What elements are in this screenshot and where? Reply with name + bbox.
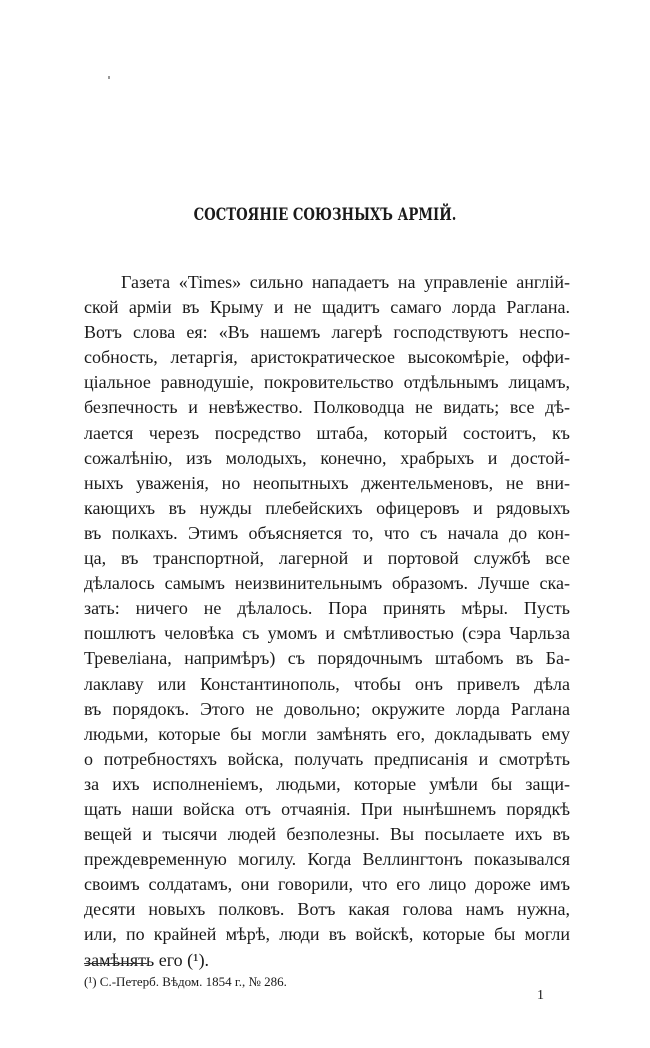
text-line: людьми, которые бы могли замѣнять его, докладывать ему: [84, 723, 570, 744]
text-line: Тревеліана, напримѣръ) съ порядочнымъ штабомъ въ Ба-: [84, 648, 570, 669]
text-line: за ихъ исполненіемъ, людьми, которые умѣли бы защи-: [84, 773, 570, 794]
text-line: ныхъ уваженія, но неопытныхъ джентельменовъ, не вни-: [84, 472, 570, 493]
text-line: о потребностяхъ войска, получать предписанія и смотрѣть: [84, 748, 570, 769]
text-line: пошлютъ человѣка съ умомъ и смѣтливостью (сэра Чарльза: [84, 623, 570, 644]
page-number: 1: [537, 988, 544, 1003]
text-line: своимъ солдатамъ, они говорили, что его лицо дороже имъ: [84, 874, 570, 895]
text-line: вещей и тысячи людей безполезны. Вы посылаете ихъ въ: [84, 824, 570, 845]
text-line: Газета «Times» сильно нападаетъ на управленіе англій-: [121, 272, 570, 292]
text-line: щать наши войска отъ отчаянія. При нынѣшнемъ порядкѣ: [84, 798, 570, 819]
text-line: сожалѣнію, изъ молодыхъ, конечно, храбрыхъ и достой-: [84, 447, 570, 468]
text-line: ской арміи въ Крыму и не щадитъ самаго лорда Раглана.: [84, 297, 570, 318]
footnote: (¹) С.-Петерб. Вѣдом. 1854 г., № 286.: [84, 974, 287, 989]
text-line: безпечность и невѣжество. Полководца не видать; все дѣ-: [84, 397, 570, 418]
chapter-title: СОСТОЯНІЕ СОЮЗНЫХЪ АРМІЙ.: [193, 205, 457, 225]
text-line: зать: ничего не дѣлалось. Пора принять мѣры. Пусть: [84, 598, 570, 619]
scan-speck: [108, 76, 110, 79]
text-line: ціальное равнодушіе, покровительство отдѣльнымъ лицамъ,: [84, 372, 570, 393]
text-line: лаклаву или Константинополь, чтобы онъ привелъ дѣла: [84, 673, 570, 694]
text-line: лается черезъ посредство штаба, который состоитъ, къ: [84, 422, 570, 443]
text-line: десяти новыхъ полковъ. Вотъ какая голова намъ нужна,: [84, 899, 570, 920]
text-line: Вотъ слова ея: «Въ нашемъ лагерѣ господствуютъ неспо-: [84, 322, 570, 343]
text-line: или, по крайней мѣрѣ, люди въ войскѣ, которые бы могли: [84, 924, 570, 945]
text-line: въ порядокъ. Этого не довольно; окружите лорда Раглана: [84, 698, 570, 719]
text-line: въ полкахъ. Этимъ объясняется то, что съ начала до кон-: [84, 522, 570, 543]
text-line: замѣнять его (¹).: [84, 949, 210, 970]
footnote-divider: [84, 963, 147, 964]
text-line: дѣлалось самымъ неизвинительнымъ образомъ. Лучше ска-: [84, 573, 570, 594]
text-line: собность, летаргія, аристократическое высокомѣріе, оффи-: [84, 347, 570, 368]
body-text: [84, 270, 570, 973]
text-line: преждевременную могилу. Когда Веллингтонъ показывался: [84, 849, 570, 870]
text-line: кающихъ въ нужды плебейскихъ офицеровъ и рядовыхъ: [84, 497, 570, 518]
text-line: ца, въ транспортной, лагерной и портовой службѣ все: [84, 548, 570, 569]
